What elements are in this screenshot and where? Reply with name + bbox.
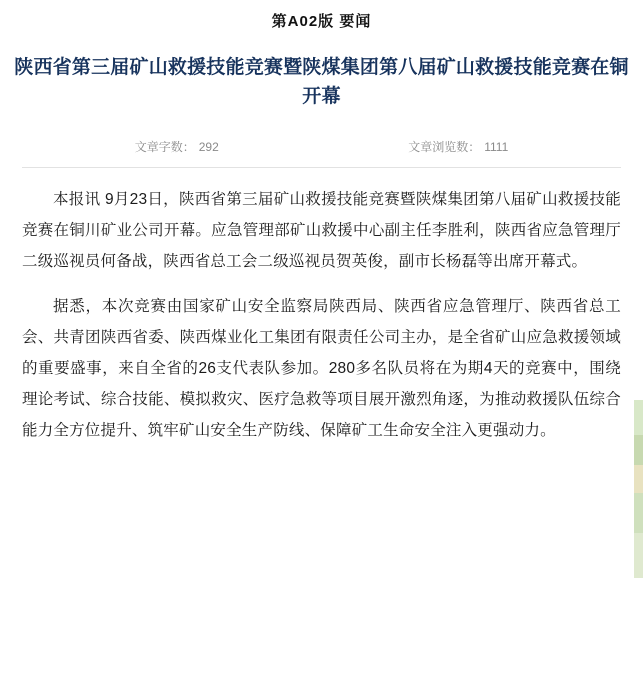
- meta-divider: [22, 167, 621, 168]
- page-title: 陕西省第三届矿山救援技能竞赛暨陕煤集团第八届矿山救援技能竞赛在铜开幕: [14, 57, 629, 108]
- article-paragraph: 据悉，本次竞赛由国家矿山安全监察局陕西局、陕西省应急管理厅、陕西省总工会、共青团陕西省委、陕西煤业化工集团有限责任公司主办，是全省矿山应急救援领域的重要盛事，来自全省的26支代表队参加。280多名队员将在为期4天的竞赛中，围绕理论考试、综合技能、模拟救灾、医疗急救等项目展开激烈角逐，为推动救援队伍综合能力全方位提升、筑牢矿山安全生产防线、保障矿工生命安全注入更强动力。: [22, 297, 621, 439]
- edge-strip: [634, 435, 643, 465]
- edge-strip: [634, 400, 643, 435]
- edge-strip: [634, 0, 643, 400]
- article-paragraph: 本报讯 9月23日，陕西省第三届矿山救援技能竞赛暨陕煤集团第八届矿山救援技能竞赛在铜川矿业公司开幕。应急管理部矿山救援中心副主任李胜利，陕西省应急管理厅二级巡视员何备战，陕西省总工会二级巡视员贺英俊，副市长杨磊等出席开幕式。: [22, 190, 621, 270]
- edge-strip: [634, 493, 643, 533]
- article-body: [22, 184, 621, 446]
- edge-strip: [634, 465, 643, 493]
- word-count-value: 292: [198, 139, 219, 154]
- section-label: 第A02版 要闻: [271, 13, 372, 30]
- word-count-label: 文章字数：: [134, 139, 195, 154]
- decorative-edge-strips: [634, 0, 643, 685]
- article-meta: [0, 138, 643, 155]
- view-count-label: 文章浏览数：: [408, 139, 481, 154]
- view-count: [408, 138, 508, 155]
- view-count-value: 1111: [484, 139, 509, 154]
- word-count: [135, 138, 219, 155]
- edge-strip: [634, 578, 643, 685]
- edge-strip: [634, 533, 643, 578]
